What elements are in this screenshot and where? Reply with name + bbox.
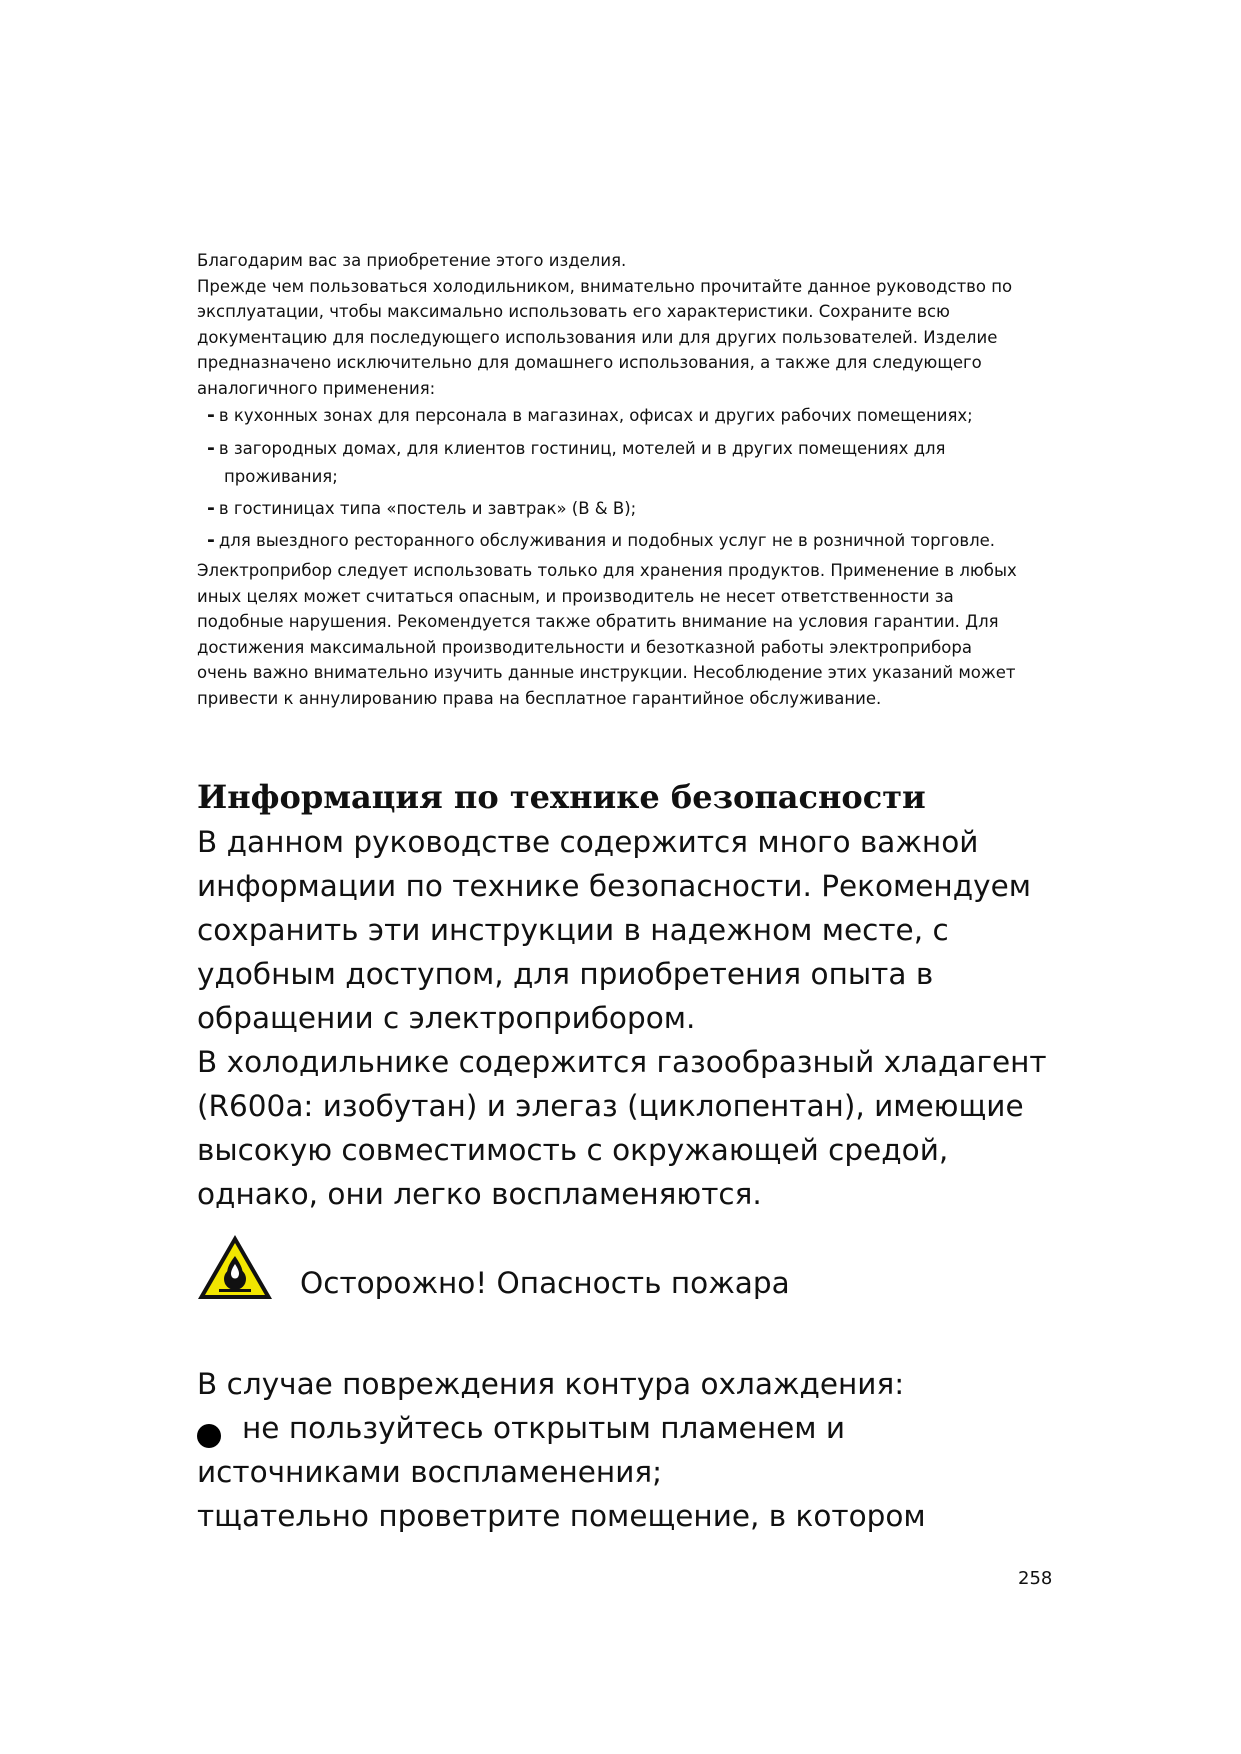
damage-item-continuation: источниками воспламенения; <box>197 1455 663 1489</box>
dash-marker: - <box>207 497 215 519</box>
safety-line: удобным доступом, для приобретения опыта в <box>197 957 934 991</box>
list-item <box>207 404 973 426</box>
safety-line: сохранить эти инструкции в надежном месте, с <box>197 913 949 947</box>
usage-line: Электроприбор следует использовать только для хранения продуктов. Применение в любых <box>197 561 1017 580</box>
damage-item: не пользуйтесь открытым пламенем и <box>242 1411 846 1445</box>
list-item <box>207 497 636 519</box>
safety-line: (R600a: изобутан) и элегаз (циклопентан), имеющие <box>197 1089 1024 1123</box>
safety-line: высокую совместимость с окружающей средой, <box>197 1133 949 1167</box>
list-item-continuation: проживания; <box>224 467 338 486</box>
usage-line: иных целях может считаться опасным, и производитель не несет ответственности за <box>197 586 954 606</box>
intro-line: предназначено исключительно для домашнего использования, а также для следующего <box>197 353 982 372</box>
damage-item: тщательно проветрите помещение, в котором <box>197 1499 926 1533</box>
safety-line: информации по технике безопасности. Рекомендуем <box>197 869 1031 903</box>
bullet-dot-icon <box>197 1424 221 1448</box>
intro-paragraph <box>197 248 1057 401</box>
list-item <box>207 437 945 459</box>
safety-line: В данном руководстве содержится много важной <box>197 825 979 859</box>
list-item <box>207 529 995 551</box>
dash-marker: - <box>207 529 215 551</box>
usage-line: привести к аннулированию права на бесплатное гарантийное обслуживание. <box>197 688 882 708</box>
section-heading: Информация по технике безопасности <box>197 778 926 816</box>
list-item-text: в загородных домах, для клиентов гостиниц, мотелей и в других помещениях для <box>218 439 946 458</box>
list-item-text: в гостиницах типа «постель и завтрак» (B & B); <box>218 499 637 518</box>
fire-warning-text: Осторожно! Опасность пожара <box>300 1266 790 1300</box>
intro-line: Прежде чем пользоваться холодильником, внимательно прочитайте данное руководство по <box>197 276 1013 296</box>
safety-line: однако, они легко воспламеняются. <box>197 1177 762 1211</box>
intro-line: документацию для последующего использования или для других пользователей. Изделие <box>197 327 998 347</box>
usage-line: очень важно внимательно изучить данные инструкции. Несоблюдение этих указаний может <box>197 663 1016 682</box>
safety-line: В холодильнике содержится газообразный хладагент <box>197 1045 1047 1079</box>
usage-paragraph <box>197 558 1057 711</box>
intro-line: Благодарим вас за приобретение этого изделия. <box>197 251 627 270</box>
page-number: 258 <box>1018 1568 1053 1589</box>
usage-line: подобные нарушения. Рекомендуется также обратить внимание на условия гарантии. Для <box>197 612 999 631</box>
list-item-text: в кухонных зонах для персонала в магазинах, офисах и других рабочих помещениях; <box>218 406 973 425</box>
fire-hazard-icon <box>195 1232 275 1302</box>
safety-paragraph <box>197 820 1097 1216</box>
intro-line: эксплуатации, чтобы максимально использовать его характеристики. Сохраните всю <box>197 302 950 321</box>
dash-marker: - <box>207 437 215 459</box>
intro-line: аналогичного применения: <box>197 378 436 398</box>
safety-line: обращении с электроприбором. <box>197 1001 696 1035</box>
usage-line: достижения максимальной производительности и безотказной работы электроприбора <box>197 637 972 657</box>
dash-marker: - <box>207 404 215 426</box>
list-item-text: для выездного ресторанного обслуживания и подобных услуг не в розничной торговле. <box>218 531 996 550</box>
damage-intro: В случае повреждения контура охлаждения: <box>197 1367 905 1401</box>
